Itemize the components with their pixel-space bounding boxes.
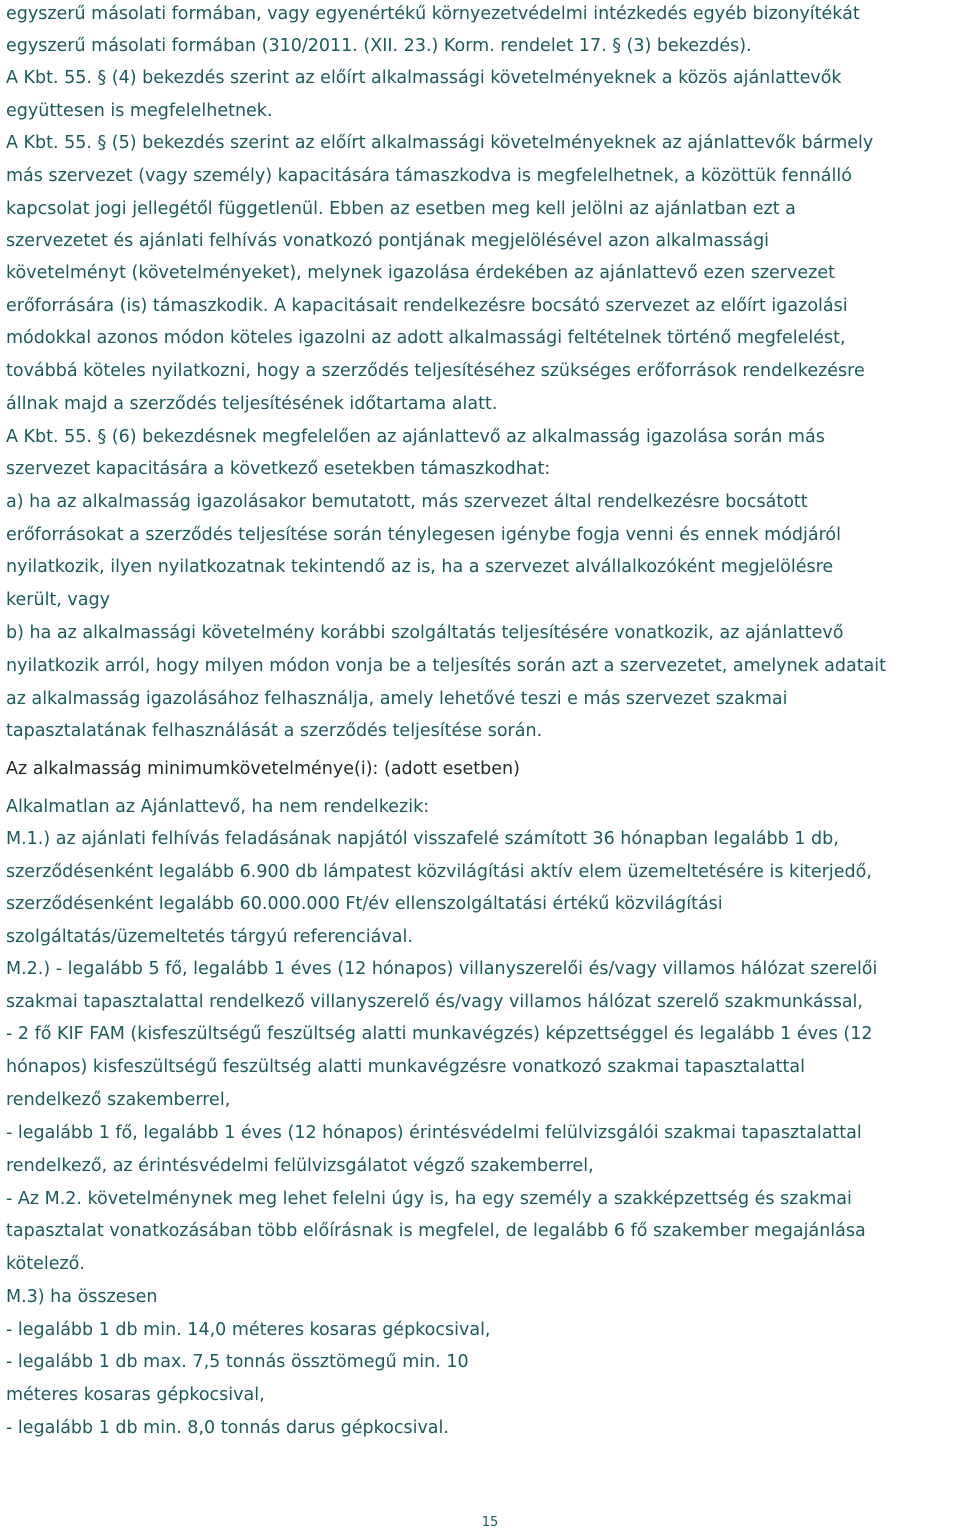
- text-line: szerződésenként legalább 60.000.000 Ft/év ellenszolgáltatási értékű közvilágítási: [6, 894, 723, 914]
- text-line: együttesen is megfelelhetnek.: [6, 101, 273, 121]
- text-line: szakmai tapasztalattal rendelkező villanyszerelő és/vagy villamos hálózat szerelő szakmunkással,: [6, 992, 863, 1012]
- text-line: más szervezet (vagy személy) kapacitására támaszkodva is megfelelhetnek, a közöttük fennálló: [6, 166, 852, 186]
- text-line: tapasztalat vonatkozásában több előírásnak is megfelel, de legalább 6 fő szakember megajánlása: [6, 1221, 866, 1241]
- text-line: szerződésenként legalább 6.900 db lámpatest közvilágítási aktív elem üzemeltetésére is kiterjedő,: [6, 862, 872, 882]
- text-line: az alkalmasság igazolásához felhasználja, amely lehetővé teszi e más szervezet szakmai: [6, 689, 788, 709]
- text-line: A Kbt. 55. § (4) bekezdés szerint az előírt alkalmassági követelményeknek a közös ajánlattevők: [6, 68, 842, 88]
- text-line: tapasztalatának felhasználását a szerződés teljesítése során.: [6, 721, 543, 741]
- section-heading: Az alkalmasság minimumkövetelménye(i): (adott esetben): [6, 759, 520, 779]
- text-line: kötelező.: [6, 1254, 85, 1274]
- text-line: rendelkező, az érintésvédelmi felülvizsgálatot végző szakemberrel,: [6, 1156, 594, 1176]
- text-line: A Kbt. 55. § (5) bekezdés szerint az előírt alkalmassági követelményeknek az ajánlattevők bármely: [6, 133, 874, 153]
- text-line: - legalább 1 db max. 7,5 tonnás össztömegű min. 10: [6, 1352, 469, 1372]
- text-line: erőforrásokat a szerződés teljesítése során ténylegesen igénybe fogja venni és ennek módjáról: [6, 525, 841, 545]
- text-line: szervezet kapacitására a következő esetekben támaszkodhat:: [6, 459, 551, 479]
- text-line: M.3) ha összesen: [6, 1287, 158, 1307]
- text-line: M.2.) - legalább 5 fő, legalább 1 éves (12 hónapos) villanyszerelői és/vagy villamos hálózat szerelői: [6, 959, 878, 979]
- text-line: a) ha az alkalmasság igazolásakor bemutatott, más szervezet által rendelkezésre bocsátott: [6, 492, 808, 512]
- text-line: - legalább 1 db min. 8,0 tonnás darus gépkocsival.: [6, 1418, 449, 1438]
- page-number: 15: [481, 1515, 499, 1530]
- text-line: nyilatkozik, ilyen nyilatkozatnak tekintendő az is, ha a szervezet alvállalkozóként megjelölésre: [6, 557, 834, 577]
- text-line: A Kbt. 55. § (6) bekezdésnek megfelelően az ajánlattevő az alkalmasság igazolása során más: [6, 427, 825, 447]
- text-line: került, vagy: [6, 590, 110, 610]
- text-line: módokkal azonos módon köteles igazolni az adott alkalmassági feltételnek történő megfelelést,: [6, 328, 846, 348]
- text-line: állnak majd a szerződés teljesítésének időtartama alatt.: [6, 394, 498, 414]
- text-line: - 2 fő KIF FAM (kisfeszültségű feszültség alatti munkavégzés) képzettséggel és legalább 1 éves (12: [6, 1024, 873, 1044]
- text-line: egyszerű másolati formában, vagy egyenértékű környezetvédelmi intézkedés egyéb bizonyítékát: [6, 4, 860, 24]
- text-line: - Az M.2. követelménynek meg lehet felelni úgy is, ha egy személy a szakképzettség és szakmai: [6, 1189, 852, 1209]
- text-line: erőforrására (is) támaszkodik. A kapacitásait rendelkezésre bocsátó szervezet az előírt igazolási: [6, 296, 848, 316]
- text-line: szolgáltatás/üzemeltetés tárgyú referenciával.: [6, 927, 413, 947]
- text-line: M.1.) az ajánlati felhívás feladásának napjától visszafelé számított 36 hónapban legalább 1 db,: [6, 829, 839, 849]
- text-line: - legalább 1 db min. 14,0 méteres kosaras gépkocsival,: [6, 1320, 491, 1340]
- text-line: rendelkező szakemberrel,: [6, 1090, 231, 1110]
- text-line: Alkalmatlan az Ajánlattevő, ha nem rendelkezik:: [6, 797, 430, 817]
- text-line: követelményt (követelményeket), melynek igazolása érdekében az ajánlattevő ezen szervezet: [6, 263, 835, 283]
- text-line: egyszerű másolati formában (310/2011. (XII. 23.) Korm. rendelet 17. § (3) bekezdés).: [6, 36, 752, 56]
- text-line: - legalább 1 fő, legalább 1 éves (12 hónapos) érintésvédelmi felülvizsgálói szakmai tapasztalattal: [6, 1123, 862, 1143]
- text-line: szervezetet és ajánlati felhívás vonatkozó pontjának megjelölésével azon alkalmassági: [6, 231, 770, 251]
- text-line: hónapos) kisfeszültségű feszültség alatti munkavégzésre vonatkozó szakmai tapasztalattal: [6, 1057, 805, 1077]
- text-line: b) ha az alkalmassági követelmény korábbi szolgáltatás teljesítésére vonatkozik, az ajánlattevő: [6, 623, 844, 643]
- text-line: kapcsolat jogi jellegétől függetlenül. Ebben az esetben meg kell jelölni az ajánlatban ezt a: [6, 199, 796, 219]
- text-line: méteres kosaras gépkocsival,: [6, 1385, 265, 1405]
- text-line: nyilatkozik arról, hogy milyen módon vonja be a teljesítés során azt a szervezetet, amelynek adatait: [6, 656, 887, 676]
- text-line: továbbá köteles nyilatkozni, hogy a szerződés teljesítéséhez szükséges erőforrások rendelkezésre: [6, 361, 865, 381]
